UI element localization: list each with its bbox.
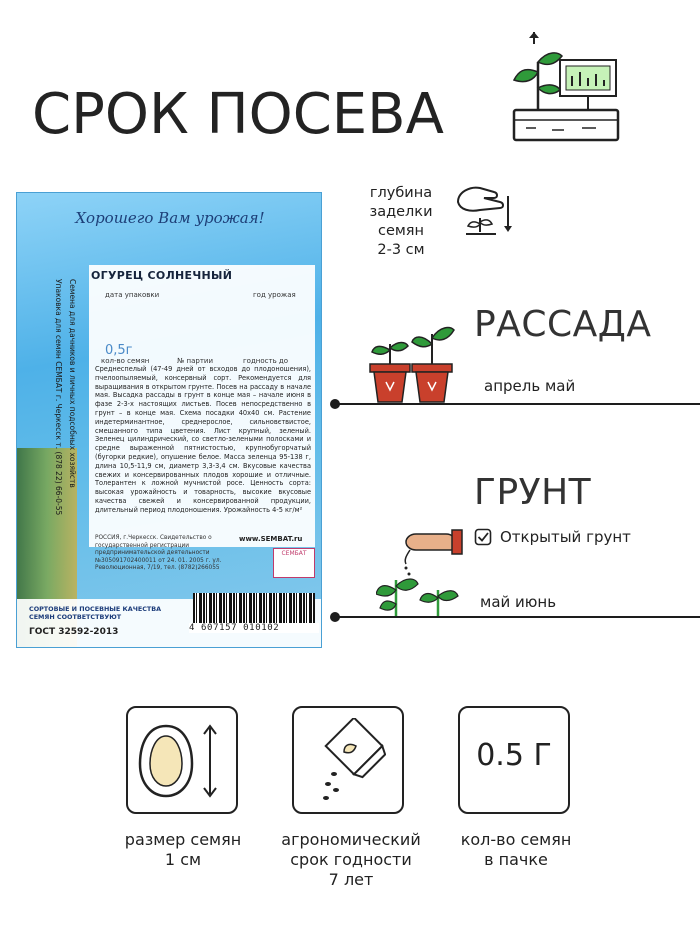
- packet-variety-name: ОГУРЕЦ СОЛНЕЧНЫЙ: [91, 269, 233, 282]
- packet-weight: 0,5г: [105, 343, 133, 358]
- valid-label: годность до: [243, 357, 289, 365]
- shelf-life-box: [292, 706, 404, 814]
- barcode-number: 4 607157 010102: [189, 623, 319, 633]
- harvest-year-label: год урожая: [253, 291, 296, 299]
- timeline-line: [334, 403, 700, 405]
- grunt-months: май июнь: [480, 593, 557, 611]
- seed-quantity-value: 0.5 Г: [476, 738, 552, 773]
- timeline-line: [334, 616, 700, 618]
- rassada-months: апрель май: [484, 377, 576, 395]
- open-ground-option: [474, 528, 631, 546]
- seed-size-box: [126, 706, 238, 814]
- packet-quality: СОРТОВЫЕ И ПОСЕВНЫЕ КАЧЕСТВА СЕМЯН СООТВЕТСТВУЮТ: [29, 605, 162, 621]
- checkbox-icon: [474, 528, 492, 546]
- packet-address: РОССИЯ, г.Черкесск. Свидетельство о государственной регистрации предпринимательской деятельности №305091702400011 от 24. 01. 2005 г. ул. Революционная, 7/19, тел. (8782)266055: [95, 535, 222, 572]
- seed-quantity-caption: кол-во семян в пачке: [460, 830, 572, 869]
- hand-planting-icon: [376, 528, 464, 620]
- packet-side-text-2: Упаковка для семян СЕМБАТ г. Черкесск т. (878 22) 66-0-55: [54, 279, 63, 516]
- seed-packet-icon: [314, 718, 386, 804]
- barcode: [193, 593, 315, 623]
- grunt-title: ГРУНТ: [474, 472, 592, 513]
- packet-site: www.SEMBAT.ru: [239, 535, 303, 543]
- seed-count-label: кол-во семян: [101, 357, 150, 365]
- pack-date-label: дата упаковки: [105, 291, 160, 299]
- seed-quantity-box: [458, 706, 570, 814]
- seedling-chart-icon: [512, 32, 622, 147]
- packet-greeting: Хорошего Вам урожая!: [75, 209, 265, 227]
- packet-side-text: Семена для дачников и личных подсобных хозяйств: [68, 279, 77, 488]
- packet-description: Среднеспелый (47-49 дней от всходов до плодоношения), пчелоопыляемый, консервный сорт. Рекомендуется для выращивания в открытом грунте. Посев на рассаду в начале мая. Высадка рассады в грунт в конце мая – начале июня в фазе 2-3-х настоящих листьев. Посев непосредственно в грунт – в конце мая. Схема посадки 40х40 см. Растение индетерминантное, среднерослое, сильновєтвистое, смешанного типа цветения. Лист крупный, зеленый. Зеленец цилиндрический, со светло-зелеными полосками и средне выраженной пятнистостью, крупнобугорчатый (бугорки редкие), опушение белое. Масса зеленца 95-138 г, длина 10,5-11,9 см, диаметр 3,3-3,4 см. Вкусовые качества свежих и консервированных плодов хорошие и отличные. Толерантен к ложной мучнистой росе. Ценность сорта: высокая урожайность и товарность, высокие вкусовые качества свежей и консервированной продукции, длительный период плодоношения. Урожайность 4-5 кг/м²: [95, 365, 311, 514]
- batch-label: № партии: [177, 357, 213, 365]
- packet-gost: ГОСТ 32592-2013: [29, 627, 119, 637]
- hand-seeds-icon: [450, 182, 520, 246]
- sembat-logo: СЕМБАТ: [273, 548, 315, 578]
- open-ground-label: Открытый грунт: [500, 528, 631, 546]
- seed-packet-image: [16, 192, 322, 648]
- rassada-title: РАССАДА: [474, 304, 652, 345]
- seed-size-icon: [138, 722, 226, 800]
- seedling-pots-icon: [368, 318, 464, 406]
- seed-size-caption: размер семян 1 см: [124, 830, 242, 869]
- seed-depth-label: глубина заделки семян 2-3 см: [369, 185, 433, 258]
- page-title: СРОК ПОСЕВА: [32, 82, 444, 147]
- shelf-life-caption: агрономический срок годности 7 лет: [281, 830, 421, 889]
